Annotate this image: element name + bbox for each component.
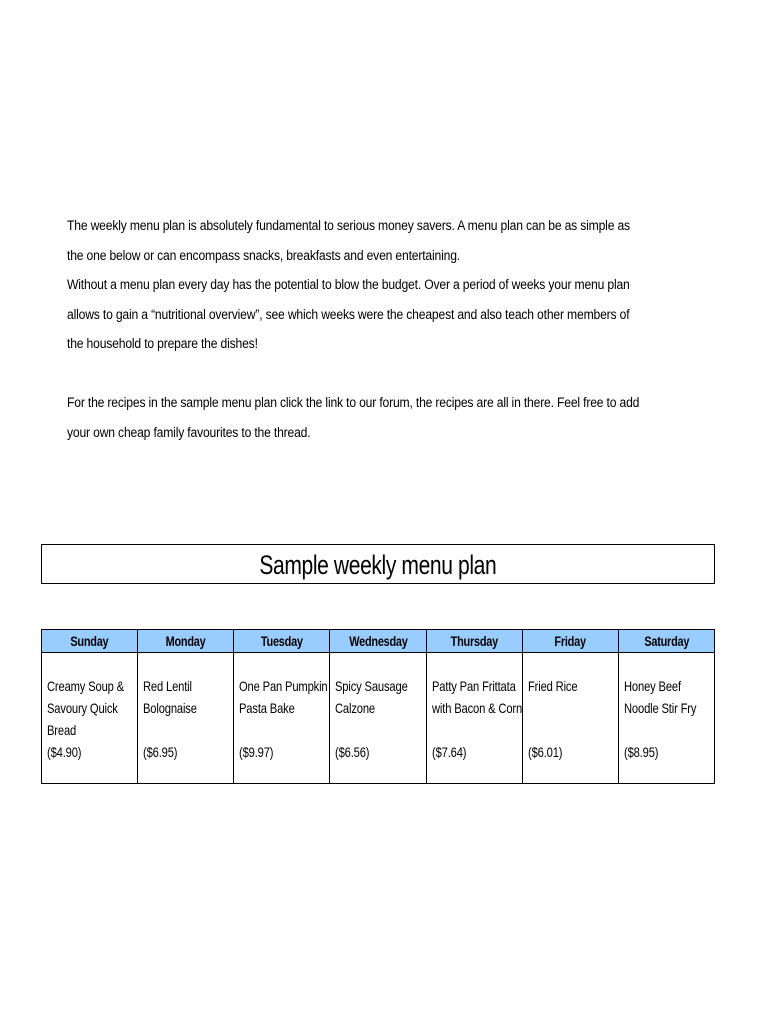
menu-table [41, 629, 715, 784]
dish-price: ($6.56) [335, 744, 370, 760]
menu-cell-sunday [42, 653, 138, 784]
dish-name: Spicy Sausage Calzone [335, 678, 409, 716]
dish-name: Honey Beef Noodle Stir Fry [623, 678, 697, 716]
intro-text [67, 211, 643, 447]
dish-name: Fried Rice [527, 678, 578, 694]
day-header-tuesday: Tuesday [234, 630, 330, 653]
dish-price: ($6.01) [527, 744, 563, 760]
dish-price: ($7.64) [431, 744, 466, 760]
day-header-sunday: Sunday [42, 630, 138, 653]
menu-cell-tuesday [234, 653, 330, 784]
day-header-saturday: Saturday [618, 630, 714, 653]
dish-price: ($4.90) [47, 744, 82, 760]
menu-dish-row [42, 653, 715, 784]
dish-price: ($6.95) [143, 744, 178, 760]
dish-price: ($8.95) [623, 744, 659, 760]
dish-price: ($9.97) [239, 744, 274, 760]
menu-cell-friday [522, 653, 618, 784]
menu-cell-wednesday [330, 653, 426, 784]
menu-title-box [41, 544, 715, 584]
day-header-monday: Monday [138, 630, 234, 653]
day-header-wednesday: Wednesday [330, 630, 426, 653]
menu-header-row [42, 630, 715, 653]
intro-paragraph-2: Without a menu plan every day has the potential to blow the budget. Over a period of weeks your menu plan allows to gain a “nutritional overview”, see which weeks were the cheapest and also teach other members of the household to prepare the dishes! [67, 277, 630, 352]
day-header-friday: Friday [522, 630, 618, 653]
intro-paragraph-3: For the recipes in the sample menu plan click the link to our forum, the recipes are all in there. Feel free to add your own cheap family favourites to the thread. [67, 394, 640, 440]
dish-name: Red Lentil Bolognaise [143, 678, 197, 716]
day-header-thursday: Thursday [426, 630, 522, 653]
menu-title: Sample weekly menu plan [259, 550, 497, 580]
intro-paragraph-1: The weekly menu plan is absolutely fundamental to serious money savers. A menu plan can be as simple as the one below or can encompass snacks, breakfasts and even entertaining. [67, 218, 630, 263]
dish-name: Creamy Soup & Savoury Quick Bread [47, 678, 124, 738]
menu-cell-monday [138, 653, 234, 784]
dish-name: Patty Pan Frittata with Bacon & Corn [431, 678, 522, 716]
menu-cell-saturday [618, 653, 714, 784]
dish-name: One Pan Pumpkin Pasta Bake [239, 678, 328, 716]
menu-cell-thursday [426, 653, 522, 784]
